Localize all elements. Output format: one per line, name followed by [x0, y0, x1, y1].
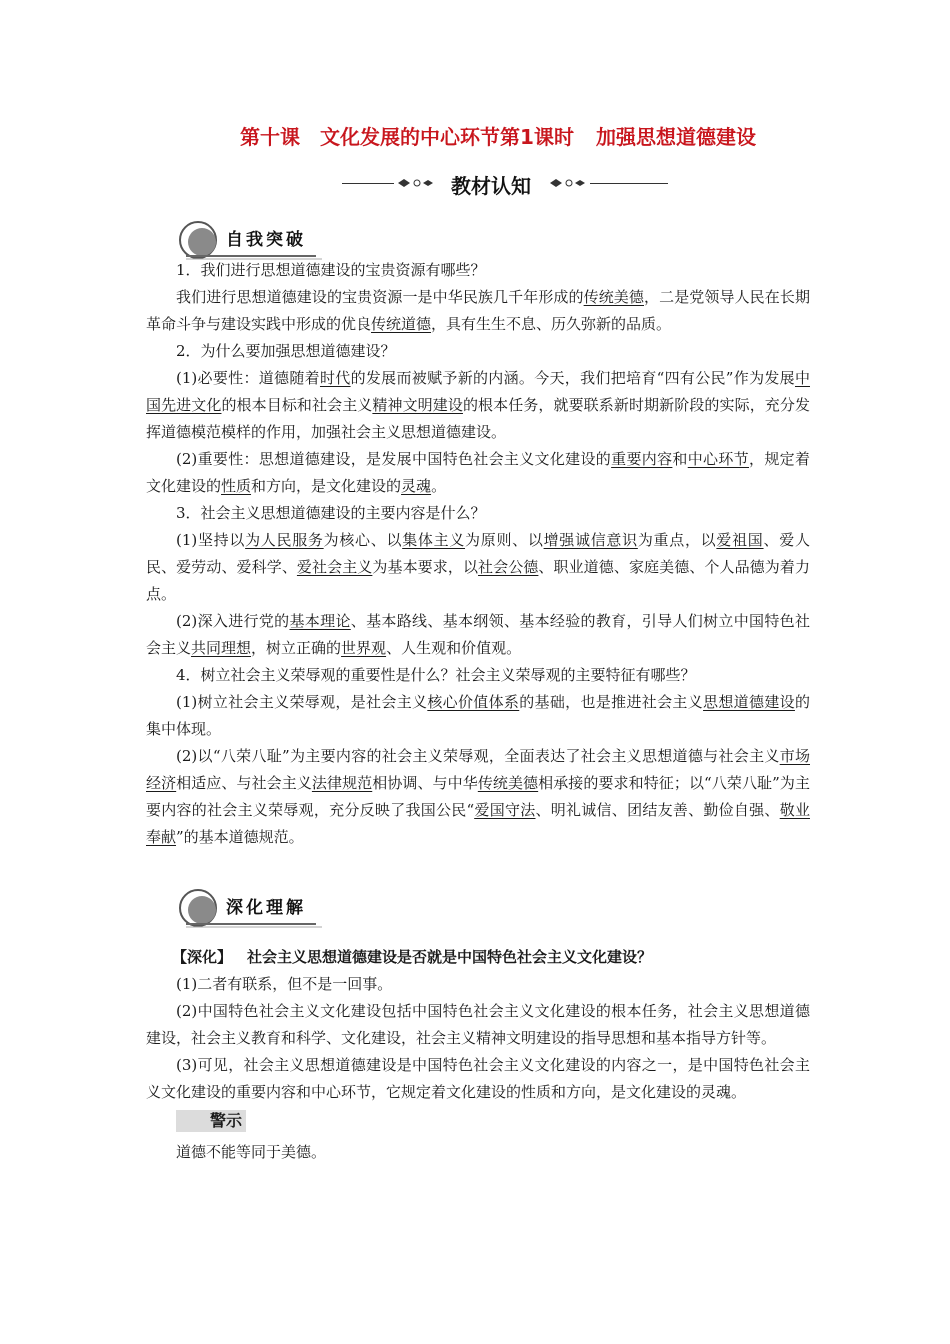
deepen-section	[146, 944, 810, 1166]
deepen-question: 【深化】 社会主义思想道德建设是否就是中国特色社会主义文化建设？	[172, 948, 653, 966]
q4-question: 4．树立社会主义荣辱观的重要性是什么？社会主义荣辱观的主要特征有哪些？	[176, 666, 696, 684]
warning-text: 道德不能等同于美德。	[176, 1143, 327, 1161]
q2-question: 2．为什么要加强思想道德建设？	[176, 342, 396, 360]
badge-self-breakthrough	[176, 218, 326, 262]
title-part2: 加强思想道德建设	[595, 125, 756, 149]
q3-question: 3．社会主义思想道德建设的主要内容是什么？	[176, 504, 486, 522]
badge-self-label: 自我突破	[226, 230, 306, 250]
page-title	[0, 121, 950, 150]
ornament-right-icon	[548, 177, 588, 189]
q3-content-1: (1)坚持以为人民服务为核心、以集体主义为原则、以增强诚信意识为重点，以爱祖国、爱人民、爱劳动、爱科学、爱社会主义为基本要求，以社会公德、职业道德、家庭美德、个人品德为着力点。	[146, 531, 810, 603]
divider-line-left	[342, 183, 394, 184]
badge-deepen-label: 深化理解	[226, 898, 306, 918]
title-part1: 第十课 文化发展的中心环节第1课时	[240, 125, 574, 149]
q2-necessity: (1)必要性：道德随着时代的发展而被赋予新的内涵。今天，我们把培育“四有公民”作为发展中国先进文化的根本目标和社会主义精神文明建设的根本任务，就要联系新时期新阶段的实际，充分发挥道德模范模样的作用，加强社会主义思想道德建设。	[146, 369, 810, 441]
badge-deepen-understanding	[176, 886, 326, 930]
q3-content-2: (2)深入进行党的基本理论、基本路线、基本纲领、基本经验的教育，引导人们树立中国特色社会主义共同理想，树立正确的世界观、人生观和价值观。	[146, 612, 810, 657]
q2-importance: (2)重要性：思想道德建设，是发展中国特色社会主义文化建设的重要内容和中心环节，规定着文化建设的性质和方向，是文化建设的灵魂。	[146, 450, 810, 495]
ornament-left-icon	[396, 177, 436, 189]
q4-importance: (1)树立社会主义荣辱观，是社会主义核心价值体系的基础，也是推进社会主义思想道德建设的集中体现。	[146, 693, 810, 738]
warning-label: 警示	[176, 1110, 246, 1132]
q4-features: (2)以“八荣八耻”为主要内容的社会主义荣辱观，全面表达了社会主义思想道德与社会主义市场经济相适应、与社会主义法律规范相协调、与中华传统美德相承接的要求和特征；以“八荣八耻”为主要内容的社会主义荣辱观，充分反映了我国公民“爱国守法、明礼诚信、团结友善、勤俭自强、敬业奉献”的基本道德规范。	[146, 747, 810, 846]
section-heading: 教材认知	[451, 174, 531, 198]
divider-line-right	[590, 183, 668, 184]
deepen-point-3: (3)可见，社会主义思想道德建设是中国特色社会主义文化建设的内容之一，是中国特色社会主义文化建设的重要内容和中心环节，它规定着文化建设的性质和方向，是文化建设的灵魂。	[146, 1056, 810, 1101]
deepen-point-1: (1)二者有联系，但不是一回事。	[176, 975, 393, 993]
warning-label-row	[146, 1108, 810, 1135]
deepen-point-2: (2)中国特色社会主义文化建设包括中国特色社会主义文化建设的根本任务，社会主义思想道德建设，社会主义教育和科学、文化建设，社会主义精神文明建设的指导思想和基本指导方针等。	[146, 1002, 810, 1047]
section-divider	[342, 170, 668, 198]
q1-question: 1．我们进行思想道德建设的宝贵资源有哪些？	[176, 261, 486, 279]
self-breakthrough-section	[146, 257, 810, 851]
q1-answer: 我们进行思想道德建设的宝贵资源一是中华民族几千年形成的传统美德，二是党领导人民在长期革命斗争与建设实践中形成的优良传统道德，具有生生不息、历久弥新的品质。	[146, 288, 810, 333]
